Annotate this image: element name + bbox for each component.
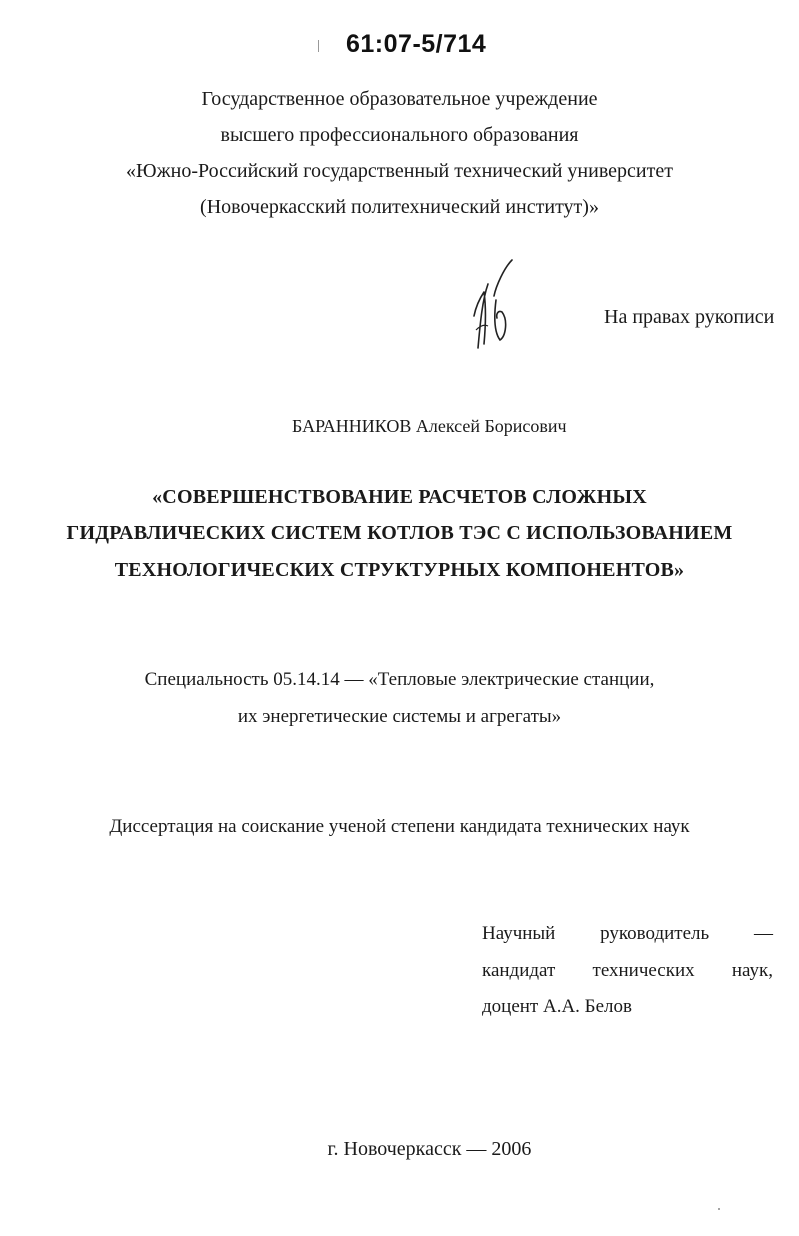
advisor-row-1 xyxy=(482,923,773,945)
institution-line-3: «Южно-Российский государственный технический университет xyxy=(126,160,673,182)
specialty-line-1: Специальность 05.14.14 — «Тепловые электрические станции, xyxy=(144,669,655,690)
scan-mark xyxy=(318,40,319,52)
institution-line-4: (Новочеркасский политехнический институт)» xyxy=(200,196,599,218)
author-name: БАРАННИКОВ Алексей Борисович xyxy=(292,416,567,436)
advisor-row-2 xyxy=(482,960,773,982)
advisor-word: Научный xyxy=(482,923,556,944)
registration-number: 61:07-5/714 xyxy=(346,30,487,58)
advisor-name: доцент А.А. Белов xyxy=(482,996,632,1017)
rights-label: На правах рукописи xyxy=(604,306,775,328)
dissertation-label: Диссертация на соискание ученой степени кандидата технических наук xyxy=(109,816,690,837)
institution-line-2: высшего профессионального образования xyxy=(220,124,579,146)
advisor-word: технических xyxy=(592,960,695,981)
advisor-word: — xyxy=(753,923,773,944)
scan-speck xyxy=(718,1208,720,1210)
advisor-word: наук, xyxy=(731,960,773,981)
advisor-row-3 xyxy=(482,996,773,1018)
city-year: г. Новочеркасск — 2006 xyxy=(327,1138,532,1160)
title-line-3: ТЕХНОЛОГИЧЕСКИХ СТРУКТУРНЫХ КОМПОНЕНТОВ» xyxy=(114,559,685,581)
advisor-word: кандидат xyxy=(482,960,556,981)
institution-line-1: Государственное образовательное учреждение xyxy=(201,88,598,110)
advisor-word: руководитель xyxy=(600,923,710,944)
title-line-2: ГИДРАВЛИЧЕСКИХ СИСТЕМ КОТЛОВ ТЭС С ИСПОЛЬЗОВАНИЕМ xyxy=(66,522,733,544)
title-line-1: «СОВЕРШЕНСТВОВАНИЕ РАСЧЕТОВ СЛОЖНЫХ xyxy=(152,486,647,508)
handwritten-signature xyxy=(466,256,526,361)
specialty-line-2: их энергетические системы и агрегаты» xyxy=(237,706,562,727)
